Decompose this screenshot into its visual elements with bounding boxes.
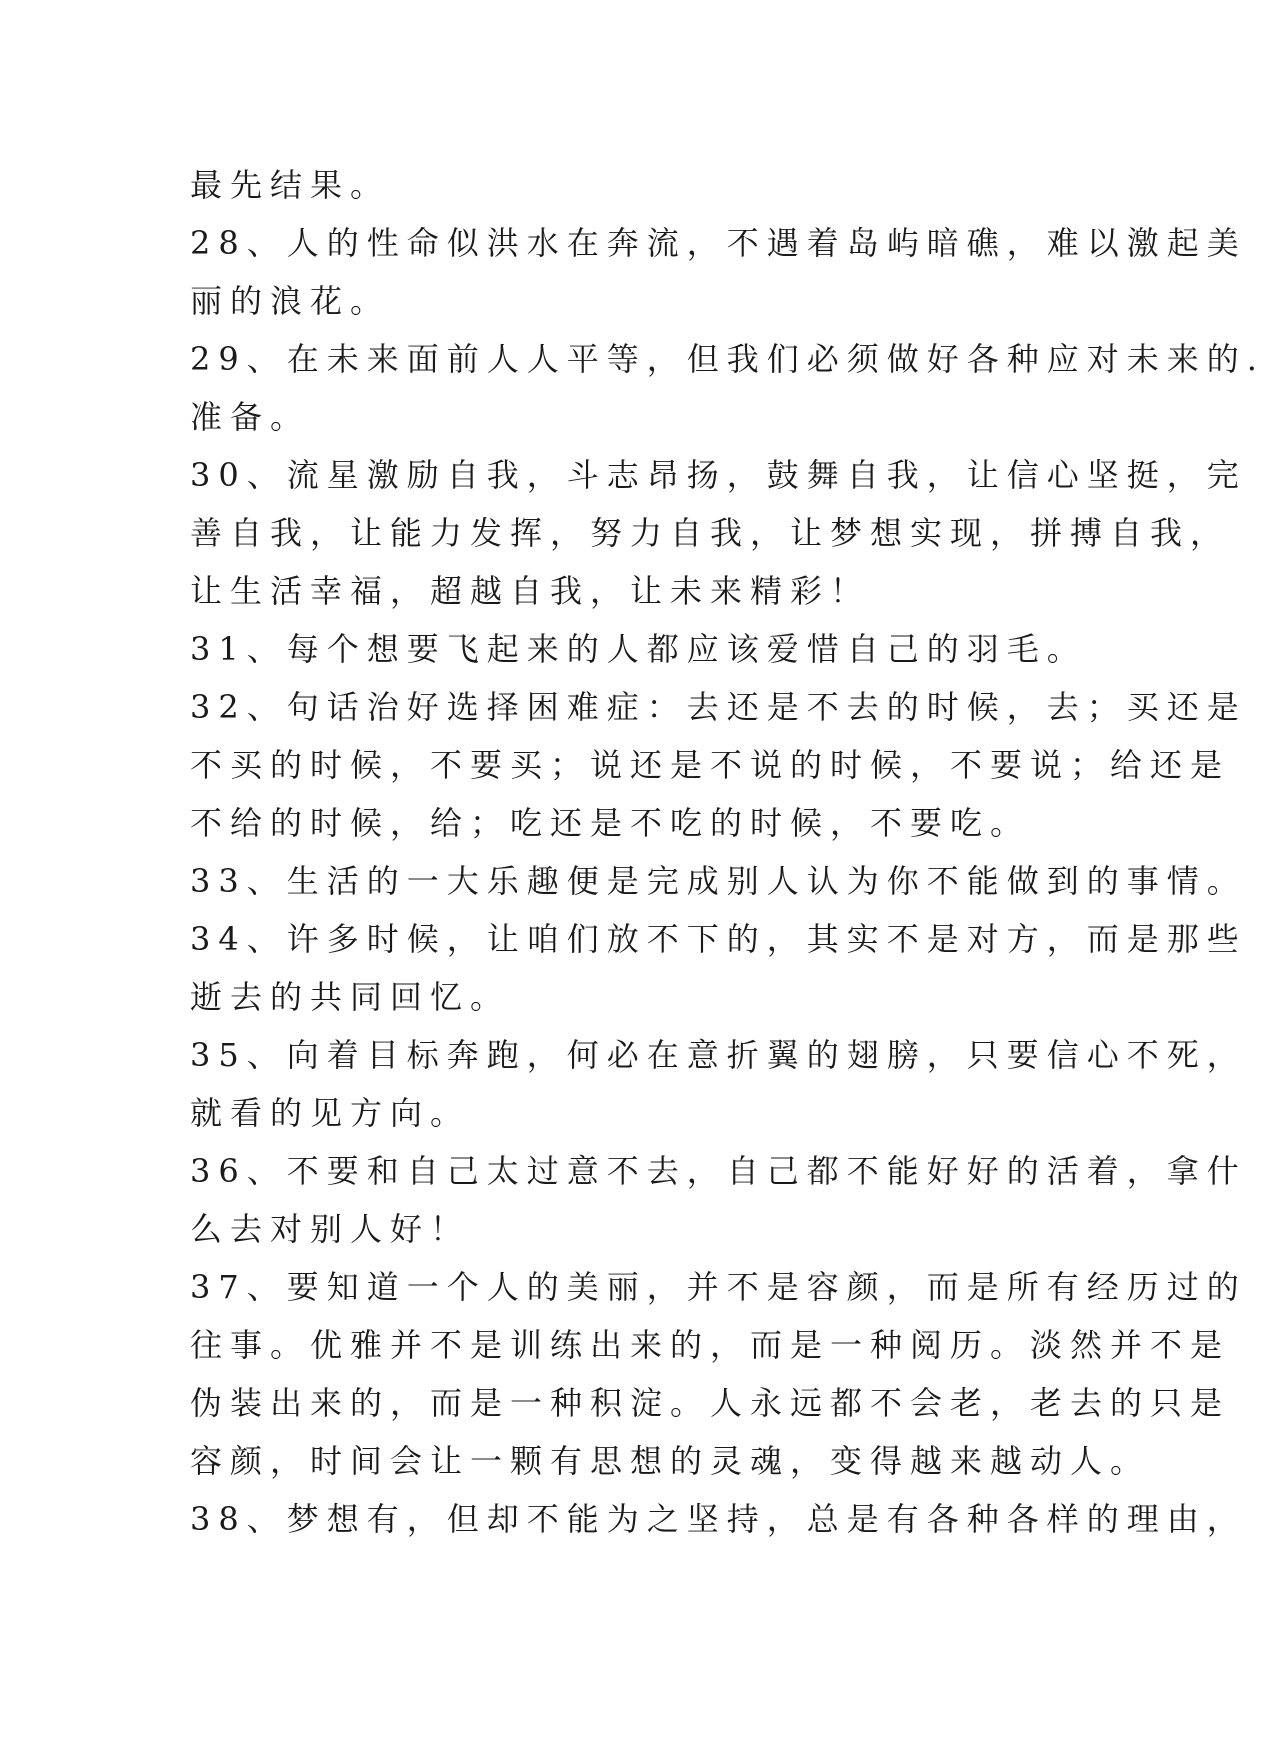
text-line: 就看的见方向。 bbox=[190, 1094, 471, 1132]
text-line: 38、梦想有，但却不能为之坚持，总是有各种各样的理由， bbox=[190, 1500, 1247, 1538]
text-line: 34、许多时候，让咱们放不下的，其实不是对方，而是那些 bbox=[190, 920, 1247, 958]
text-line: 36、不要和自己太过意不去，自己都不能好好的活着，拿什 bbox=[190, 1152, 1247, 1190]
text-line: 逝去的共同回忆。 bbox=[190, 978, 511, 1016]
text-line: 37、要知道一个人的美丽，并不是容颜，而是所有经历过的 bbox=[190, 1268, 1247, 1306]
text-line: 让生活幸福，超越自我，让未来精彩！ bbox=[190, 572, 871, 610]
text-line: 28、人的性命似洪水在奔流，不遇着岛屿暗礁，难以激起美 bbox=[190, 224, 1247, 262]
text-line: 丽的浪花。 bbox=[190, 282, 391, 320]
text-line: 不买的时候，不要买；说还是不说的时候，不要说；给还是 bbox=[190, 746, 1231, 784]
text-line: 么去对别人好！ bbox=[190, 1210, 471, 1248]
text-line: 伪装出来的，而是一种积淀。人永远都不会老，老去的只是 bbox=[190, 1384, 1231, 1422]
text-line: 善自我，让能力发挥，努力自我，让梦想实现，拼搏自我， bbox=[190, 514, 1231, 552]
text-line: 32、句话治好选择困难症：去还是不去的时候，去；买还是 bbox=[190, 688, 1247, 726]
text-line: 最先结果。 bbox=[190, 166, 391, 204]
text-line: 往事。优雅并不是训练出来的，而是一种阅历。淡然并不是 bbox=[190, 1326, 1231, 1364]
text-line: 35、向着目标奔跑，何必在意折翼的翅膀，只要信心不死， bbox=[190, 1036, 1247, 1074]
text-line: 31、每个想要飞起来的人都应该爱惜自己的羽毛。 bbox=[190, 630, 1087, 668]
text-line: 30、流星激励自我，斗志昂扬，鼓舞自我，让信心坚挺，完 bbox=[190, 456, 1247, 494]
text-line: 29、在未来面前人人平等，但我们必须做好各种应对未来的. bbox=[190, 340, 1265, 378]
text-line: 容颜，时间会让一颗有思想的灵魂，变得越来越动人。 bbox=[190, 1442, 1151, 1480]
text-line: 准备。 bbox=[190, 398, 311, 436]
text-line: 不给的时候，给；吃还是不吃的时候，不要吃。 bbox=[190, 804, 1031, 842]
text-line: 33、生活的一大乐趣便是完成别人认为你不能做到的事情。 bbox=[190, 862, 1247, 900]
